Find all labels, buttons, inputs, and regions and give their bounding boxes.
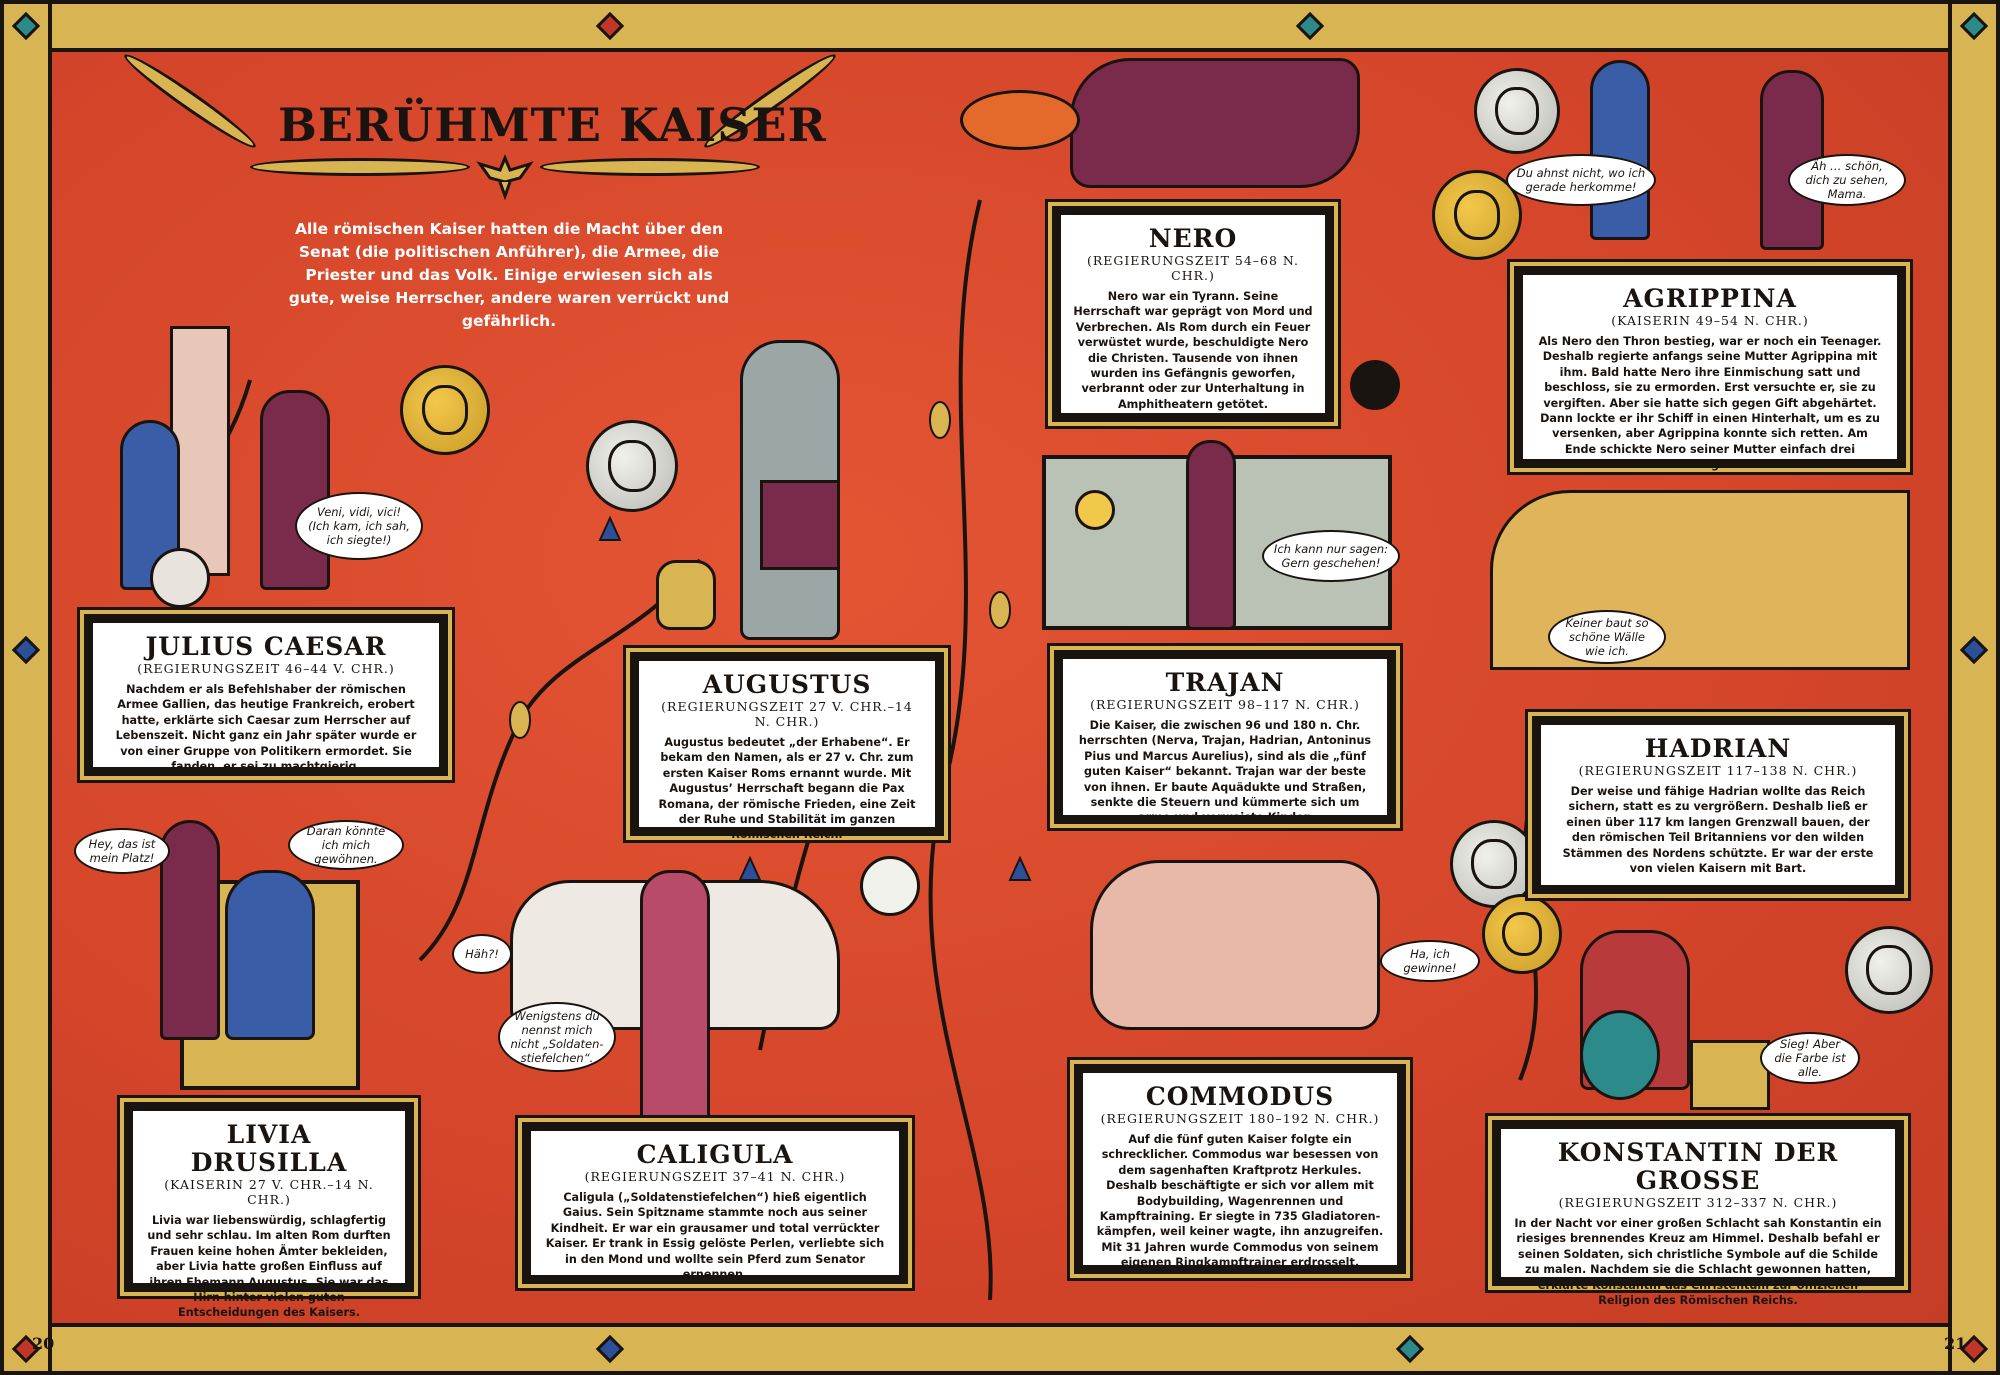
caligula-figure bbox=[640, 870, 710, 1140]
emperor-description: Als Nero den Thron bestieg, war er noch ein Teenager. Deshalb regierte anfangs seine Mutter Agrippina mit ihm. Bald hatte Nero ihre Einmischung satt und beschloss, sie zu ermorden. Erst versuchte er, sie zu vergiften. Aber sie hatte sich gegen Gift abgehärtet. Dann lockte er ihr Schiff in einen Hinterhalt, um es zu versenken, aber Agrippina konnte sich retten. Am Ende schickte Nero seiner Mutter einfach drei schwertschwingende Mörder. bbox=[1538, 335, 1882, 472]
card-agrippina bbox=[1520, 272, 1900, 472]
moon-icon bbox=[860, 856, 920, 916]
emperor-name: JULIUS CAESAR bbox=[145, 632, 387, 661]
emperor-name: TRAJAN bbox=[1165, 668, 1285, 697]
speech-bubble-augustus: Hey, das ist mein Platz! bbox=[74, 828, 170, 874]
emperor-name: KONSTANTIN DER GROSSE bbox=[1557, 1138, 1839, 1195]
augustus-toga bbox=[760, 480, 840, 570]
speech-bubble-horse: Häh?! bbox=[452, 934, 512, 974]
fire-icon bbox=[960, 90, 1080, 150]
emperor-description: Nero war ein Tyrann. Seine Herrschaft war geprägt von Mord und Verbrechen. Als Rom durch ein Feuer verwüstet wurde, beschuldigte Nero die Christen. Tausende von ihnen wurden ins Gefängnis geworfen, verbrannt oder zur Unterhaltung in Amphitheatern getötet. bbox=[1073, 290, 1313, 411]
amphora-icon bbox=[656, 560, 716, 630]
julius-caesar-figure bbox=[260, 390, 330, 590]
emperor-description: Die Kaiser, die zwischen 96 und 180 n. Chr. herrschten (Nerva, Trajan, Hadrian, Antoninus Pius und Marcus Aurelius), sind als die „fünf guten Kaiser“ bekannt. Trajan war der beste von ihnen. Er baute Aquädukte und Straßen, senkte die Steuern und kümmerte sich um arme und verwaiste Kinder. bbox=[1078, 719, 1372, 825]
speech-bubble-livia: Daran könnte ich mich gewöhnen. bbox=[288, 820, 404, 870]
page-number-right: 21 bbox=[1944, 1334, 1967, 1353]
gold-coin-icon bbox=[1482, 894, 1562, 974]
emperor-description: Caligula („Soldatenstiefelchen“) hieß eigentlich Gaius. Sein Spitzname stammte noch aus seiner Kindheit. Er war ein grausamer und total verrückter Kaiser. Er trank in Essig gelöste Perlen, verliebte sich in den Mond und wollte sein Pferd zum Senator ernennen. bbox=[545, 1191, 885, 1282]
emperor-name: HADRIAN bbox=[1644, 734, 1792, 763]
nero-figure bbox=[1070, 58, 1360, 188]
emperor-description: In der Nacht vor einer großen Schlacht sah Konstantin ein riesiges brennendes Kreuz am Himmel. Deshalb befahl er seinen Soldaten, sich christliche Symbole auf die Schilde zu malen. Nachdem sie die Schlacht gewonnen hatten, erklärte Konstantin das Christentum zur offiziellen Religion des Römischen Reichs. bbox=[1514, 1217, 1882, 1308]
reign-dates: (REGIERUNGSZEIT 117–138 N. CHR.) bbox=[1578, 763, 1858, 778]
reign-dates: (REGIERUNGSZEIT 37–41 N. CHR.) bbox=[584, 1169, 846, 1184]
emperor-name: AGRIPPINA bbox=[1623, 284, 1797, 313]
speech-bubble-agrippina: Du ahnst nicht, wo ich gerade herkomme! bbox=[1506, 154, 1656, 206]
emperor-description: Nachdem er als Befehlshaber der römischen Armee Gallien, das heutige Frankreich, erobert hatte, erklärte sich Caesar zum Herrscher auf Lebenszeit. Nicht ganz ein Jahr später wurde er von einer Gruppe von Politikern ermordet. Sie fanden, er sei zu machtgierig. bbox=[115, 683, 417, 774]
card-konstantin bbox=[1498, 1126, 1898, 1308]
emperor-name: NERO bbox=[1148, 224, 1238, 253]
silver-coin-icon bbox=[1845, 926, 1933, 1014]
reign-dates: (REGIERUNGSZEIT 54–68 N. CHR.) bbox=[1086, 253, 1300, 283]
reign-dates: (KAISERIN 27 V. CHR.–14 N. CHR.) bbox=[164, 1177, 374, 1207]
speech-bubble-commodus: Ha, ich gewinne! bbox=[1380, 940, 1480, 982]
agrippina-figure bbox=[1590, 60, 1650, 240]
trajan-figure bbox=[1186, 440, 1236, 630]
card-caligula bbox=[528, 1128, 902, 1282]
speech-bubble-konstantin: Sieg! Aber die Farbe ist alle. bbox=[1760, 1032, 1860, 1084]
emperor-name: LIVIA DRUSILLA bbox=[190, 1120, 348, 1177]
paint-pot-icon bbox=[1690, 1040, 1770, 1110]
emperor-description: Augustus bedeutet „der Erhabene“. Er bekam den Namen, als er 27 v. Chr. zum ersten Kaiser Roms ernannt wurde. Mit Augustus’ Herrschaft begann die Pax Romana, der römische Frieden, eine Zeit der Ruhe und Stabilität im ganzen Römischen Reich. bbox=[658, 736, 916, 842]
card-commodus bbox=[1080, 1070, 1400, 1268]
sun-icon bbox=[1075, 490, 1115, 530]
page-number-left: 20 bbox=[32, 1334, 55, 1353]
card-livia-drusilla bbox=[130, 1108, 408, 1320]
card-nero bbox=[1058, 212, 1328, 416]
fire-pit-icon bbox=[1350, 360, 1400, 410]
speech-bubble-trajan: Ich kann nur sagen: Gern geschehen! bbox=[1262, 530, 1400, 582]
silver-coin-icon bbox=[1474, 68, 1560, 154]
emperor-name: CALIGULA bbox=[636, 1140, 794, 1169]
reign-dates: (REGIERUNGSZEIT 312–337 N. CHR.) bbox=[1558, 1195, 1838, 1210]
fallen-column-icon bbox=[150, 548, 210, 608]
emperor-name: COMMODUS bbox=[1145, 1082, 1335, 1111]
livia-figure bbox=[225, 870, 315, 1040]
reign-dates: (REGIERUNGSZEIT 27 V. CHR.–14 N. CHR.) bbox=[661, 699, 913, 729]
card-augustus bbox=[636, 658, 938, 842]
reign-dates: (REGIERUNGSZEIT 46–44 V. CHR.) bbox=[137, 661, 395, 676]
emperor-name: AUGUSTUS bbox=[702, 670, 872, 699]
intro-text: Alle römischen Kaiser hatten die Macht über den Senat (die politischen Anführer), die Armee, die Priester und das Volk. Einige erwiesen sich als gute, weise Herrscher, andere waren verrückt und gefährlich. bbox=[288, 220, 730, 330]
card-julius-caesar bbox=[90, 620, 442, 774]
card-hadrian bbox=[1538, 722, 1898, 888]
emperor-description: Livia war liebenswürdig, schlagfertig und sehr schlau. Im alten Rom durften Frauen keine hohen Ämter bekleiden, aber Livia hatte großen Einfluss auf ihren Ehemann Augustus. Sie war das Hirn hinter vielen guten Entscheidungen des Kaisers. bbox=[147, 1214, 391, 1320]
reign-dates: (KAISERIN 49–54 N. CHR.) bbox=[1611, 313, 1809, 328]
gold-coin-icon bbox=[400, 365, 490, 455]
reign-dates: (REGIERUNGSZEIT 180–192 N. CHR.) bbox=[1100, 1111, 1380, 1126]
speech-bubble-caesar: Veni, vidi, vici! (Ich kam, ich sah, ich siegte!) bbox=[295, 492, 423, 560]
speech-bubble-caligula: Wenigstens du nennst mich nicht „Soldaten-stiefelchen“. bbox=[498, 1002, 616, 1072]
speech-bubble-hadrian: Keiner baut so schöne Wälle wie ich. bbox=[1548, 610, 1666, 664]
reign-dates: (REGIERUNGSZEIT 98–117 N. CHR.) bbox=[1090, 697, 1360, 712]
emperor-description: Auf die fünf guten Kaiser folgte ein schrecklicher. Commodus war besessen von dem sagenhaften Kraftprotz Herkules. Deshalb beschäftigte er sich vor allem mit Bodybuilding, Wagenrennen und Kampftraining. Er siegte in 735 Gladiatoren-kämpfen, weil keiner wagte, ihn anzugreifen. Mit 31 Jahren wurde Commodus von seinem eigenen Ringkampftrainer erdrosselt. bbox=[1096, 1133, 1384, 1270]
page-title: BERÜHMTE KAISER bbox=[278, 98, 827, 152]
card-trajan bbox=[1060, 656, 1390, 825]
speech-bubble-nero: Äh … schön, dich zu sehen, Mama. bbox=[1788, 154, 1906, 206]
emperor-description: Der weise und fähige Hadrian wollte das Reich sichern, statt es zu vergrößern. Deshalb ließ er einen über 117 km langen Grenzwall bauen, der den römischen Teil Britanniens vor den wilden Stämmen des Nordens schützte. Er war der erste von vielen Kaisern mit Bart. bbox=[1562, 785, 1874, 876]
commodus-figure bbox=[1090, 860, 1380, 1030]
silver-coin-icon bbox=[586, 420, 678, 512]
chi-rho-shield-icon bbox=[1580, 1010, 1660, 1100]
